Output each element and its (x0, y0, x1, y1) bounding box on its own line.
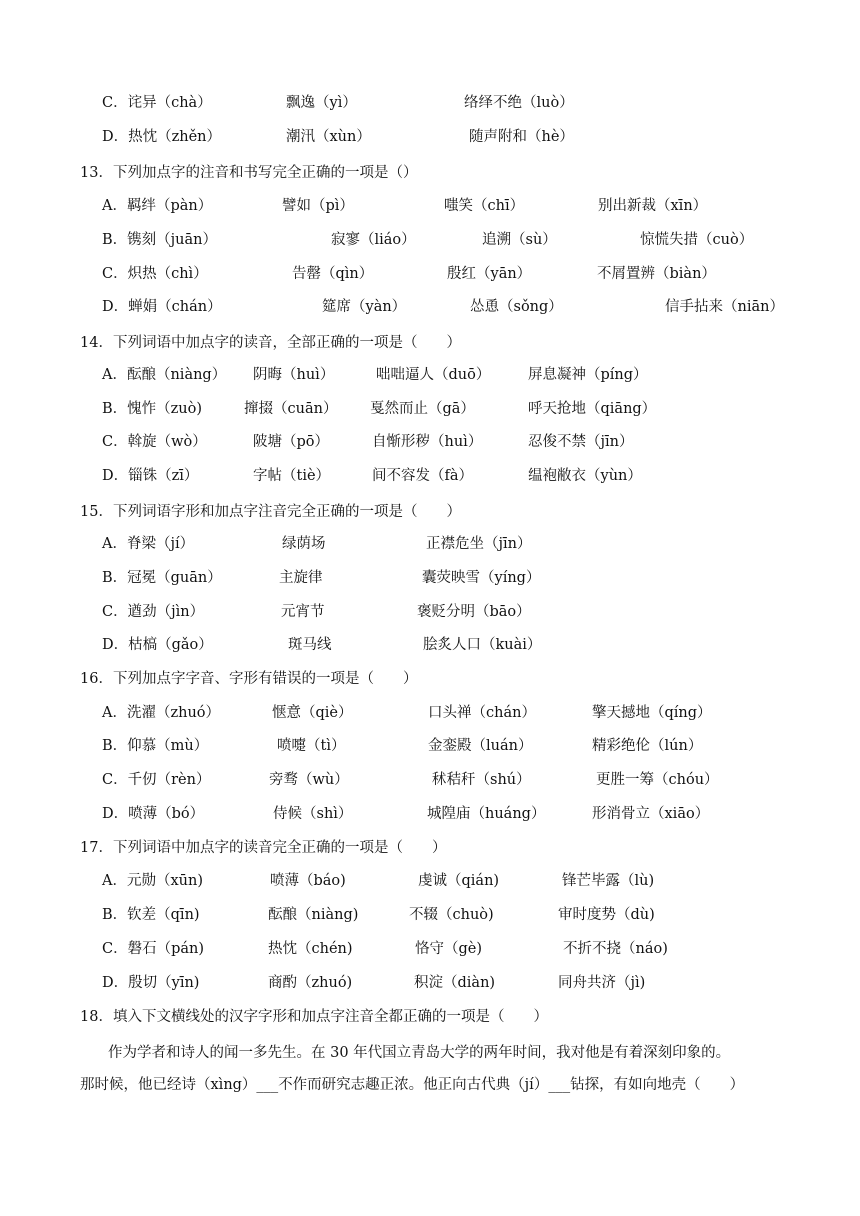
q14-a-2: 阴晦（huì） (253, 367, 335, 383)
q16-b-2: 喷嚏（tì） (277, 738, 346, 754)
q15-a-1: A．脊梁（jí） (102, 536, 195, 552)
q16-d-4: 形消骨立（xiāo） (592, 806, 710, 822)
q17-c-4: 不折不挠（náo) (563, 941, 668, 957)
q17-b-4: 审时度势（dù) (558, 907, 655, 923)
q16-d-3: 城隍庙（huáng） (427, 806, 546, 822)
q14-c-1: C．斡旋（wò） (102, 434, 207, 450)
q15-stem: 15．下列词语字形和加点字注音完全正确的一项是（ ） (80, 504, 461, 520)
q14-b-4: 呼天抢地（qiāng） (528, 401, 657, 417)
q12-c-3: 络绎不绝（luò） (464, 95, 574, 111)
q15-a-3: 正襟危坐（jīn） (426, 536, 532, 552)
q14-c-4: 忍俊不禁（jīn） (528, 434, 634, 450)
q16-stem: 16．下列加点字字音、字形有错误的一项是（ ） (80, 671, 418, 687)
q13-c-3: 殷红（yān） (447, 266, 532, 282)
q13-d-2: 筵席（yàn） (322, 299, 407, 315)
q14-a-1: A．酝酿（niàng） (102, 367, 227, 383)
q14-c-3: 自惭形秽（huì） (372, 434, 483, 450)
q14-b-2: 撺掇（cuān） (244, 401, 338, 417)
q13-a-3: 嗤笑（chī） (444, 198, 525, 214)
q12-c-2: 飘逸（yì） (286, 95, 357, 111)
q17-a-4: 锋芒毕露（lù) (562, 873, 655, 889)
q13-d-3: 怂恿（sǒng） (470, 299, 563, 315)
q13-a-1: A．羁绊（pàn） (102, 198, 213, 214)
q17-b-3: 不辍（chuò) (409, 907, 494, 923)
q17-c-2: 热忱（chén) (268, 941, 353, 957)
q13-a-2: 譬如（pì） (282, 198, 354, 214)
q15-d-1: D．枯槁（gǎo） (102, 637, 213, 653)
q15-d-3: 脍炙人口（kuài） (423, 637, 542, 653)
q16-b-4: 精彩绝伦（lún） (592, 738, 703, 754)
q13-a-4: 别出新裁（xīn） (598, 198, 708, 214)
q14-b-1: B．愧怍（zuò) (102, 401, 203, 417)
q15-c-2: 元宵节 (281, 604, 325, 620)
q14-d-1: D．锱铢（zī） (102, 468, 199, 484)
q14-a-4: 屏息凝神（píng） (528, 367, 648, 383)
q14-b-3: 戛然而止（gā） (370, 401, 475, 417)
q16-c-3: 秫秸秆（shú） (432, 772, 531, 788)
q15-a-2: 绿荫场 (282, 536, 326, 552)
q16-a-1: A．洗濯（zhuó） (102, 705, 221, 721)
q18-stem: 18．填入下文横线处的汉字字形和加点字注音全都正确的一项是（ ） (80, 1009, 548, 1025)
q14-c-2: 陂塘（pō） (253, 434, 330, 450)
q12-c-1: C．诧异（chà） (102, 95, 212, 111)
q15-c-3: 褒贬分明（bāo） (417, 604, 531, 620)
q18-passage-line-1: 作为学者和诗人的闻一多先生。在 30 年代国立青岛大学的两年时间，我对他是有着深刻印象的。 (108, 1045, 731, 1061)
q15-b-2: 主旋律 (279, 570, 323, 586)
q12-d-2: 潮汛（xùn） (286, 129, 371, 145)
q15-c-1: C．遒劲（jìn） (102, 604, 205, 620)
q12-d-3: 随声附和（hè） (469, 129, 574, 145)
q12-d-1: D．热忱（zhěn） (102, 129, 222, 145)
q13-b-4: 惊慌失措（cuò） (640, 232, 754, 248)
q15-b-3: 囊荧映雪（yíng） (422, 570, 541, 586)
q16-a-2: 惬意（qiè） (272, 705, 353, 721)
q17-a-1: A．元勋（xūn) (102, 873, 203, 889)
q13-b-1: B．镌刻（juān） (102, 232, 217, 248)
q16-b-3: 金銮殿（luán） (428, 738, 533, 754)
q13-b-3: 追溯（sù） (482, 232, 557, 248)
q12-option-c (102, 91, 212, 112)
q18-passage-line-2: 那时候，他已经诗（xìng）___不作而研究志趣正浓。他正向古代典（jí）___钻探，有如向地壳（ ） (80, 1077, 745, 1093)
q16-c-2: 旁骛（wù） (269, 772, 349, 788)
q16-c-1: C．千仞（rèn） (102, 772, 211, 788)
q16-d-1: D．喷薄（bó） (102, 806, 205, 822)
q15-d-2: 斑马线 (288, 637, 332, 653)
q17-c-3: 恪守（gè) (415, 941, 483, 957)
q17-d-4: 同舟共济（jì) (558, 975, 646, 991)
q13-c-4: 不屑置辨（biàn） (597, 266, 716, 282)
q17-stem: 17．下列词语中加点字的读音完全正确的一项是（ ） (80, 840, 447, 856)
q17-c-1: C．磐石（pán) (102, 941, 205, 957)
q14-stem: 14．下列词语中加点字的读音，全部正确的一项是（ ） (80, 335, 461, 351)
q17-b-2: 酝酿（niàng) (268, 907, 359, 923)
q13-c-2: 告罄（qìn） (292, 266, 374, 282)
q13-d-4: 信手拈来（niān） (665, 299, 784, 315)
q16-a-3: 口头禅（chán） (428, 705, 536, 721)
q17-d-1: D．殷切（yīn) (102, 975, 200, 991)
q13-d-1: D．蝉娟（chán） (102, 299, 222, 315)
q17-b-1: B．钦差（qīn) (102, 907, 200, 923)
q14-d-2: 字帖（tiè） (253, 468, 331, 484)
q16-b-1: B．仰慕（mù） (102, 738, 209, 754)
q14-a-3: 咄咄逼人（duō） (376, 367, 491, 383)
q16-d-2: 侍候（shì） (273, 806, 353, 822)
q16-a-4: 擎天撼地（qíng） (592, 705, 712, 721)
q15-b-1: B．冠冕（guān） (102, 570, 222, 586)
q16-c-4: 更胜一筹（chóu） (596, 772, 719, 788)
q17-d-3: 积淀（diàn) (414, 975, 496, 991)
q13-c-1: C．炽热（chì） (102, 266, 208, 282)
q14-d-4: 缊袍敝衣（yùn） (528, 468, 642, 484)
q14-d-3: 间不容发（fà） (372, 468, 474, 484)
q17-a-2: 喷薄（báo) (270, 873, 346, 889)
q17-a-3: 虔诚（qián) (418, 873, 500, 889)
q17-d-2: 商酌（zhuó) (268, 975, 353, 991)
q12-option-d (102, 125, 221, 146)
q13-b-2: 寂寥（liáo） (331, 232, 416, 248)
q13-stem: 13．下列加点字的注音和书写完全正确的一项是（） (80, 165, 418, 181)
